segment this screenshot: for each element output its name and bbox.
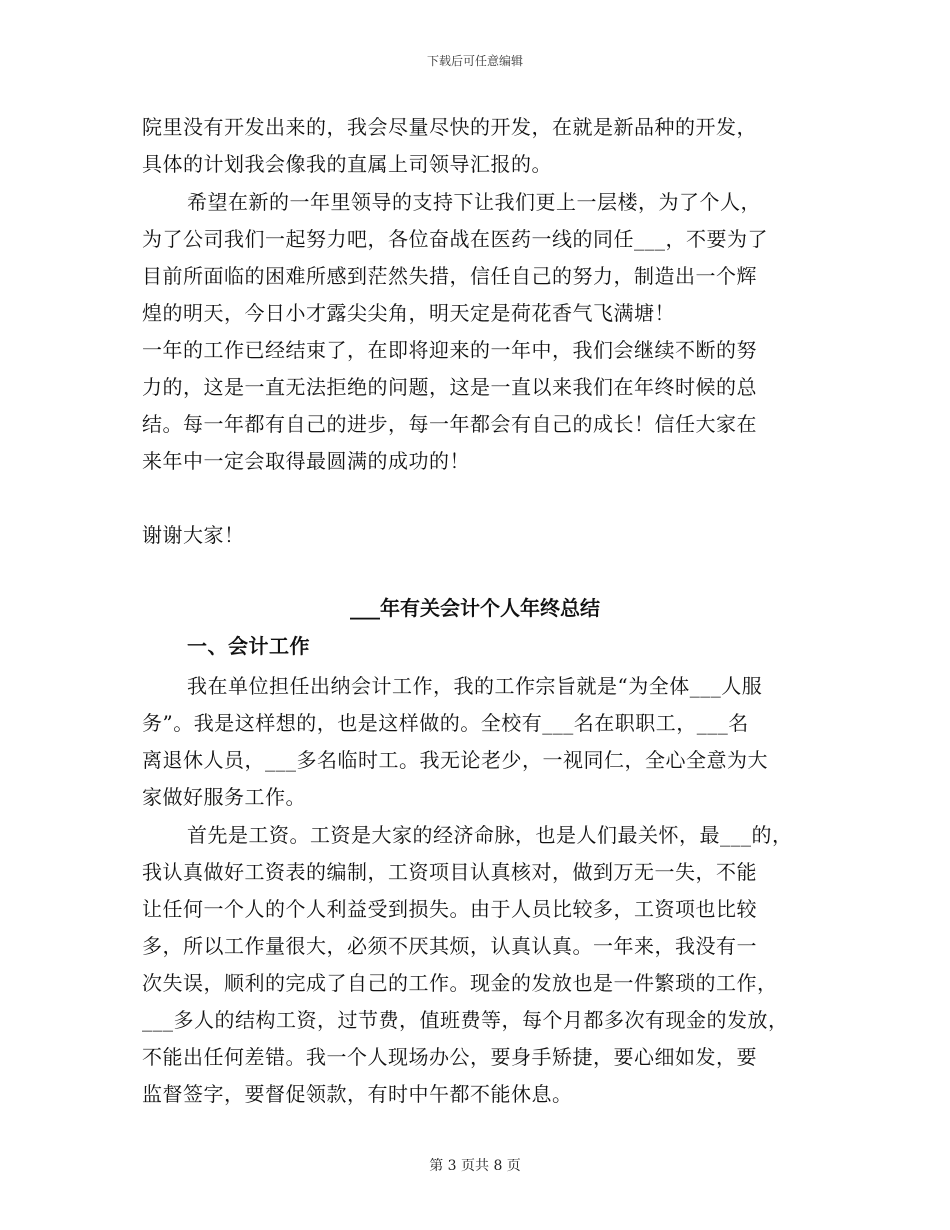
text-line: 为了公司我们一起努力吧，各位奋战在医药一线的同任___，不要为了	[142, 227, 768, 251]
page-footer: 第 3 页共 8 页	[429, 1158, 521, 1174]
text-line: 结。每一年都有自己的进步，每一年都会有自己的成长！信任大家在	[142, 412, 757, 436]
text-line: 希望在新的一年里领导的支持下让我们更上一层楼，为了个人，	[187, 190, 761, 214]
text-line: 院里没有开发出来的，我会尽量尽快的开发，在就是新品种的开发，	[142, 115, 757, 139]
text-line: 让任何一个人的个人利益受到损失。由于人员比较多，工资项也比较	[142, 897, 757, 921]
text-line: 多，所以工作量很大，必须不厌其烦，认真认真。一年来，我没有一	[142, 934, 757, 958]
text-line: 具体的计划我会像我的直属上司领导汇报的。	[142, 152, 552, 176]
text-line: 次失误，顺利的完成了自己的工作。现金的发放也是一件繁琐的工作，	[142, 971, 778, 995]
section-heading: 一、会计工作	[187, 634, 310, 658]
text-line: 来年中一定会取得最圆满的成功的！	[142, 449, 470, 473]
text-line: 我认真做好工资表的编制，工资项目认真核对，做到万无一失，不能	[142, 860, 757, 884]
text-line: 煌的明天，今日小才露尖尖角，明天定是荷花香气飞满塘！	[142, 301, 675, 325]
text-line: 监督签字，要督促领款，有时中午都不能休息。	[142, 1082, 573, 1106]
page-header: 下载后可任意编辑	[426, 54, 523, 68]
text-line: 目前所面临的困难所感到茫然失措，信任自己的努力，制造出一个辉	[142, 264, 757, 288]
text-line: 谢谢大家！	[142, 523, 245, 547]
text-line: 我在单位担任出纳会计工作，我的工作宗旨就是“为全体___人服	[187, 674, 763, 698]
text-line: 力的，这是一直无法拒绝的问题，这是一直以来我们在年终时候的总	[142, 375, 757, 399]
text-line: 家做好服务工作。	[142, 785, 306, 809]
text-line: 离退休人员，___多名临时工。我无论老少，一视同仁，全心全意为大	[142, 748, 768, 772]
document-title: ___年有关会计个人年终总结	[350, 596, 600, 620]
text-line: 首先是工资。工资是大家的经济命脉，也是人们最关怀，最___的，	[187, 823, 793, 847]
text-line: ___多人的结构工资，过节费，值班费等，每个月都多次有现金的发放，	[142, 1008, 789, 1032]
text-line: 不能出任何差错。我一个人现场办公，要身手矫捷，要心细如发，要	[142, 1045, 757, 1069]
text-line: 务”。我是这样想的，也是这样做的。全校有___名在职职工，___名	[142, 711, 749, 735]
text-line: 一年的工作已经结束了，在即将迎来的一年中，我们会继续不断的努	[142, 338, 757, 362]
